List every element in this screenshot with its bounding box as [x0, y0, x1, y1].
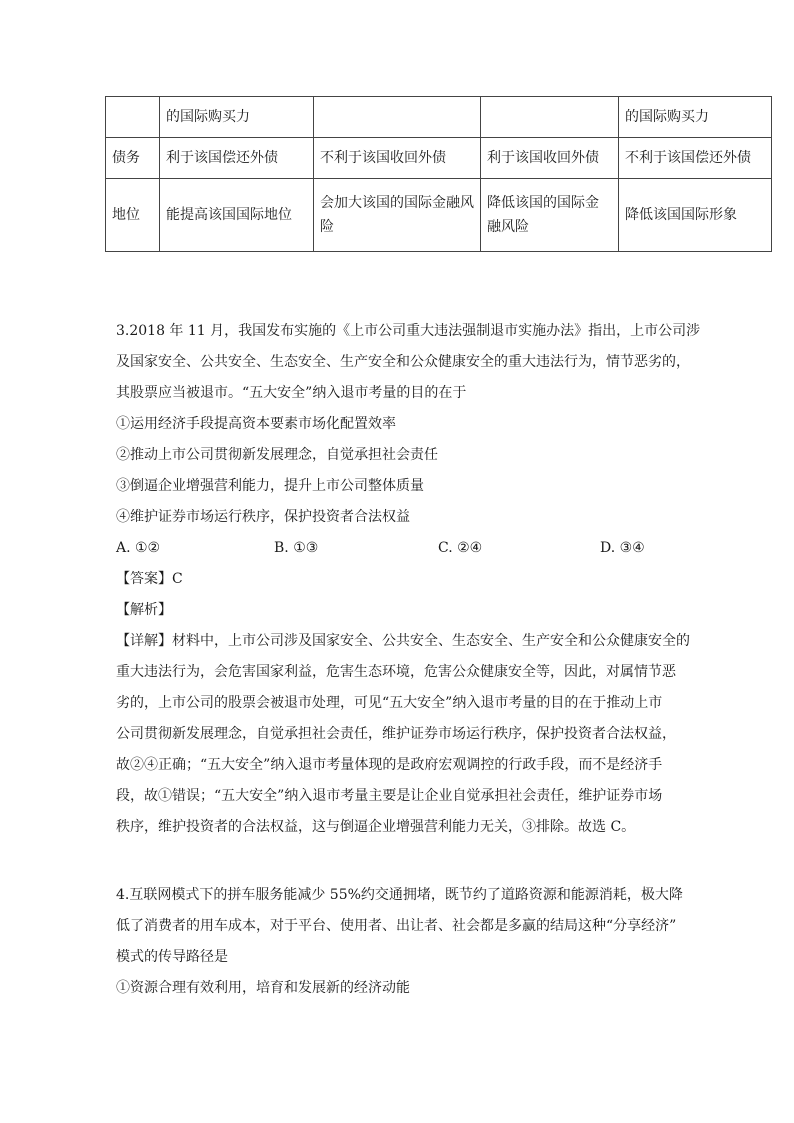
- question-text-line: 模式的传导路径是: [116, 949, 228, 965]
- table-cell: [481, 97, 619, 138]
- table-cell: 的国际购买力: [160, 97, 314, 138]
- table-cell: 利于该国收回外债: [481, 138, 619, 179]
- question-4: [116, 880, 686, 1004]
- explanation-line: 秩序，维护投资者的合法权益，这与倒逼企业增强营利能力无关，③排除。故选 C。: [116, 819, 636, 835]
- option-d: D. ③④: [600, 540, 645, 556]
- option-b: B. ①③: [274, 540, 319, 556]
- analysis-heading: 【解析】: [116, 602, 172, 618]
- answer-options: [116, 533, 686, 564]
- table-row: [106, 97, 772, 138]
- question-text-line: 其股票应当被退市。“五大安全”纳入退市考量的目的在于: [116, 385, 467, 401]
- table-cell: 不利于该国偿还外债: [619, 138, 772, 179]
- row-header-cell: 地位: [106, 179, 160, 252]
- table-row: [106, 179, 772, 252]
- question-text-line: ④维护证券市场运行秩序，保护投资者合法权益: [116, 509, 410, 525]
- table-cell: 不利于该国收回外债: [314, 138, 481, 179]
- explanation-line: 【详解】材料中，上市公司涉及国家安全、公共安全、生态安全、生产安全和公众健康安全的: [116, 633, 690, 649]
- answer: 【答案】C: [116, 571, 183, 587]
- table-cell: 会加大该国的国际金融风险: [314, 179, 481, 252]
- comparison-table: [105, 96, 772, 252]
- table-cell: 能提高该国国际地位: [160, 179, 314, 252]
- question-3: [116, 316, 701, 843]
- explanation-line: 段，故①错误；“五大安全”纳入退市考量主要是让企业自觉承担社会责任，维护证券市场: [116, 788, 663, 804]
- table-row: [106, 138, 772, 179]
- question-text-line: 低了消费者的用车成本，对于平台、使用者、出让者、社会都是多赢的结局这种“分享经济”: [116, 918, 677, 934]
- table-cell: 降低该国国际形象: [619, 179, 772, 252]
- explanation-line: 故②④正确；“五大安全”纳入退市考量体现的是政府宏观调控的行政手段，而不是经济手: [116, 757, 663, 773]
- explanation-line: 劣的，上市公司的股票会被退市处理，可见“五大安全”纳入退市考量的目的在于推动上市: [116, 695, 663, 711]
- explanation-line: 公司贯彻新发展理念，自觉承担社会责任，维护证券市场运行秩序，保护投资者合法权益，: [116, 726, 676, 742]
- question-text-line: 4.互联网模式下的拼车服务能减少 55%约交通拥堵，既节约了道路资源和能源消耗，极大降: [116, 887, 683, 903]
- table-cell: 降低该国的国际金融风险: [481, 179, 619, 252]
- question-text-line: ①运用经济手段提高资本要素市场化配置效率: [116, 416, 396, 432]
- question-text-line: ③倒逼企业增强营利能力，提升上市公司整体质量: [116, 478, 424, 494]
- option-a: A. ①②: [116, 540, 161, 556]
- table-cell: 的国际购买力: [619, 97, 772, 138]
- row-header-cell: 债务: [106, 138, 160, 179]
- row-header-cell: [106, 97, 160, 138]
- question-text-line: ①资源合理有效利用，培育和发展新的经济动能: [116, 980, 410, 996]
- table-cell: 利于该国偿还外债: [160, 138, 314, 179]
- question-text-line: ②推动上市公司贯彻新发展理念，自觉承担社会责任: [116, 447, 438, 463]
- table-cell: [314, 97, 481, 138]
- question-text-line: 3.2018 年 11 月，我国发布实施的《上市公司重大违法强制退市实施办法》指出，上市公司涉: [116, 323, 701, 339]
- explanation-line: 重大违法行为，会危害国家利益，危害生态环境，危害公众健康安全等，因此，对属情节恶: [116, 664, 676, 680]
- question-text-line: 及国家安全、公共安全、生态安全、生产安全和公众健康安全的重大违法行为，情节恶劣的，: [116, 354, 690, 370]
- option-c: C. ②④: [438, 540, 483, 556]
